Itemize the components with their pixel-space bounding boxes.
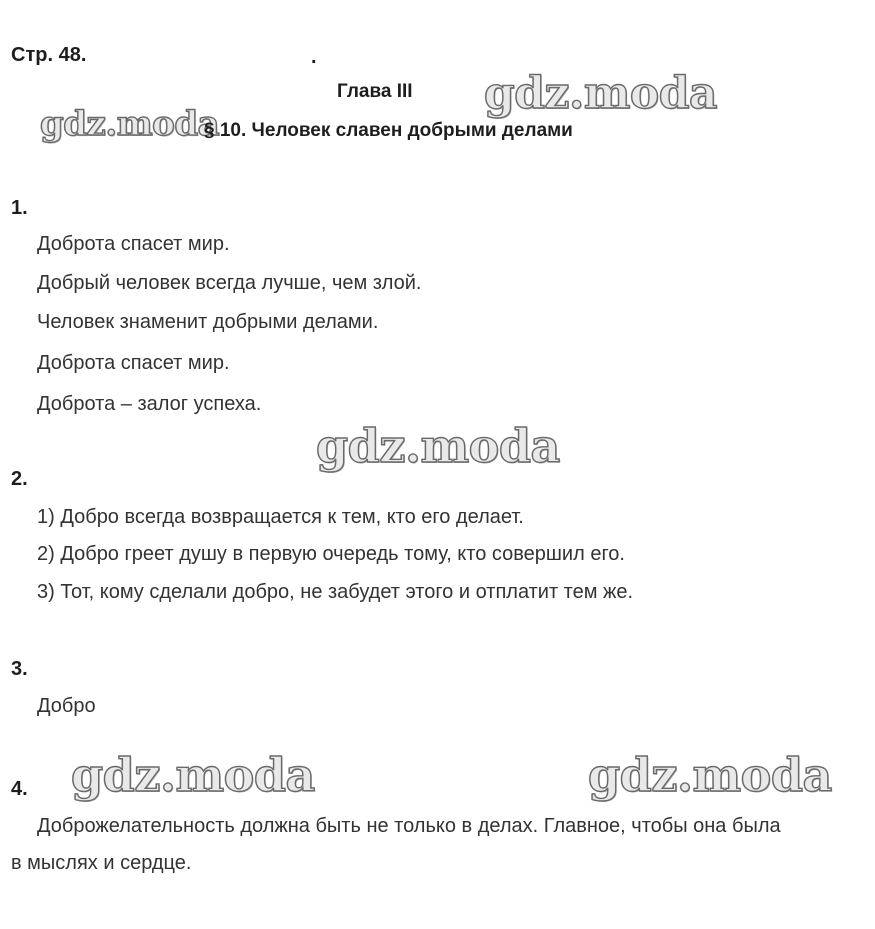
answer-line: в мыслях и сердце. [11, 852, 192, 874]
watermark-logo: gdz.moda [40, 104, 220, 144]
watermark-logo: gdz.moda [588, 748, 832, 802]
page-label: Стр. 48. [11, 44, 87, 66]
answer-line: Добро [37, 695, 96, 717]
watermark-logo: gdz.moda [484, 68, 718, 119]
answer-line: Доброта спасет мир. [37, 352, 230, 374]
answer-line: Человек знаменит добрыми делами. [37, 311, 379, 333]
answer-line: Доброжелательность должна быть не только в делах. Главное, чтобы она была [37, 815, 781, 837]
answer-line: 3) Тот, кому сделали добро, не забудет этого и отплатит тем же. [37, 581, 634, 603]
task-number: 1. [11, 197, 28, 219]
section-title: § 10. Человек славен добрыми делами [204, 120, 573, 141]
answer-line: Доброта – залог успеха. [37, 393, 262, 415]
stray-dot: . [311, 46, 317, 68]
answer-line: Добрый человек всегда лучше, чем злой. [37, 272, 422, 294]
watermark-logo: gdz.moda [316, 419, 560, 473]
answer-line: 1) Добро всегда возвращается к тем, кто его делает. [37, 506, 524, 528]
task-number: 4. [11, 778, 28, 800]
chapter-title: Глава III [337, 81, 413, 102]
answer-line: 2) Добро греет душу в первую очередь тому, кто совершил его. [37, 543, 625, 565]
answer-line: Доброта спасет мир. [37, 233, 230, 255]
task-number: 3. [11, 658, 28, 680]
task-number: 2. [11, 468, 28, 490]
watermark-logo: gdz.moda [71, 748, 315, 802]
